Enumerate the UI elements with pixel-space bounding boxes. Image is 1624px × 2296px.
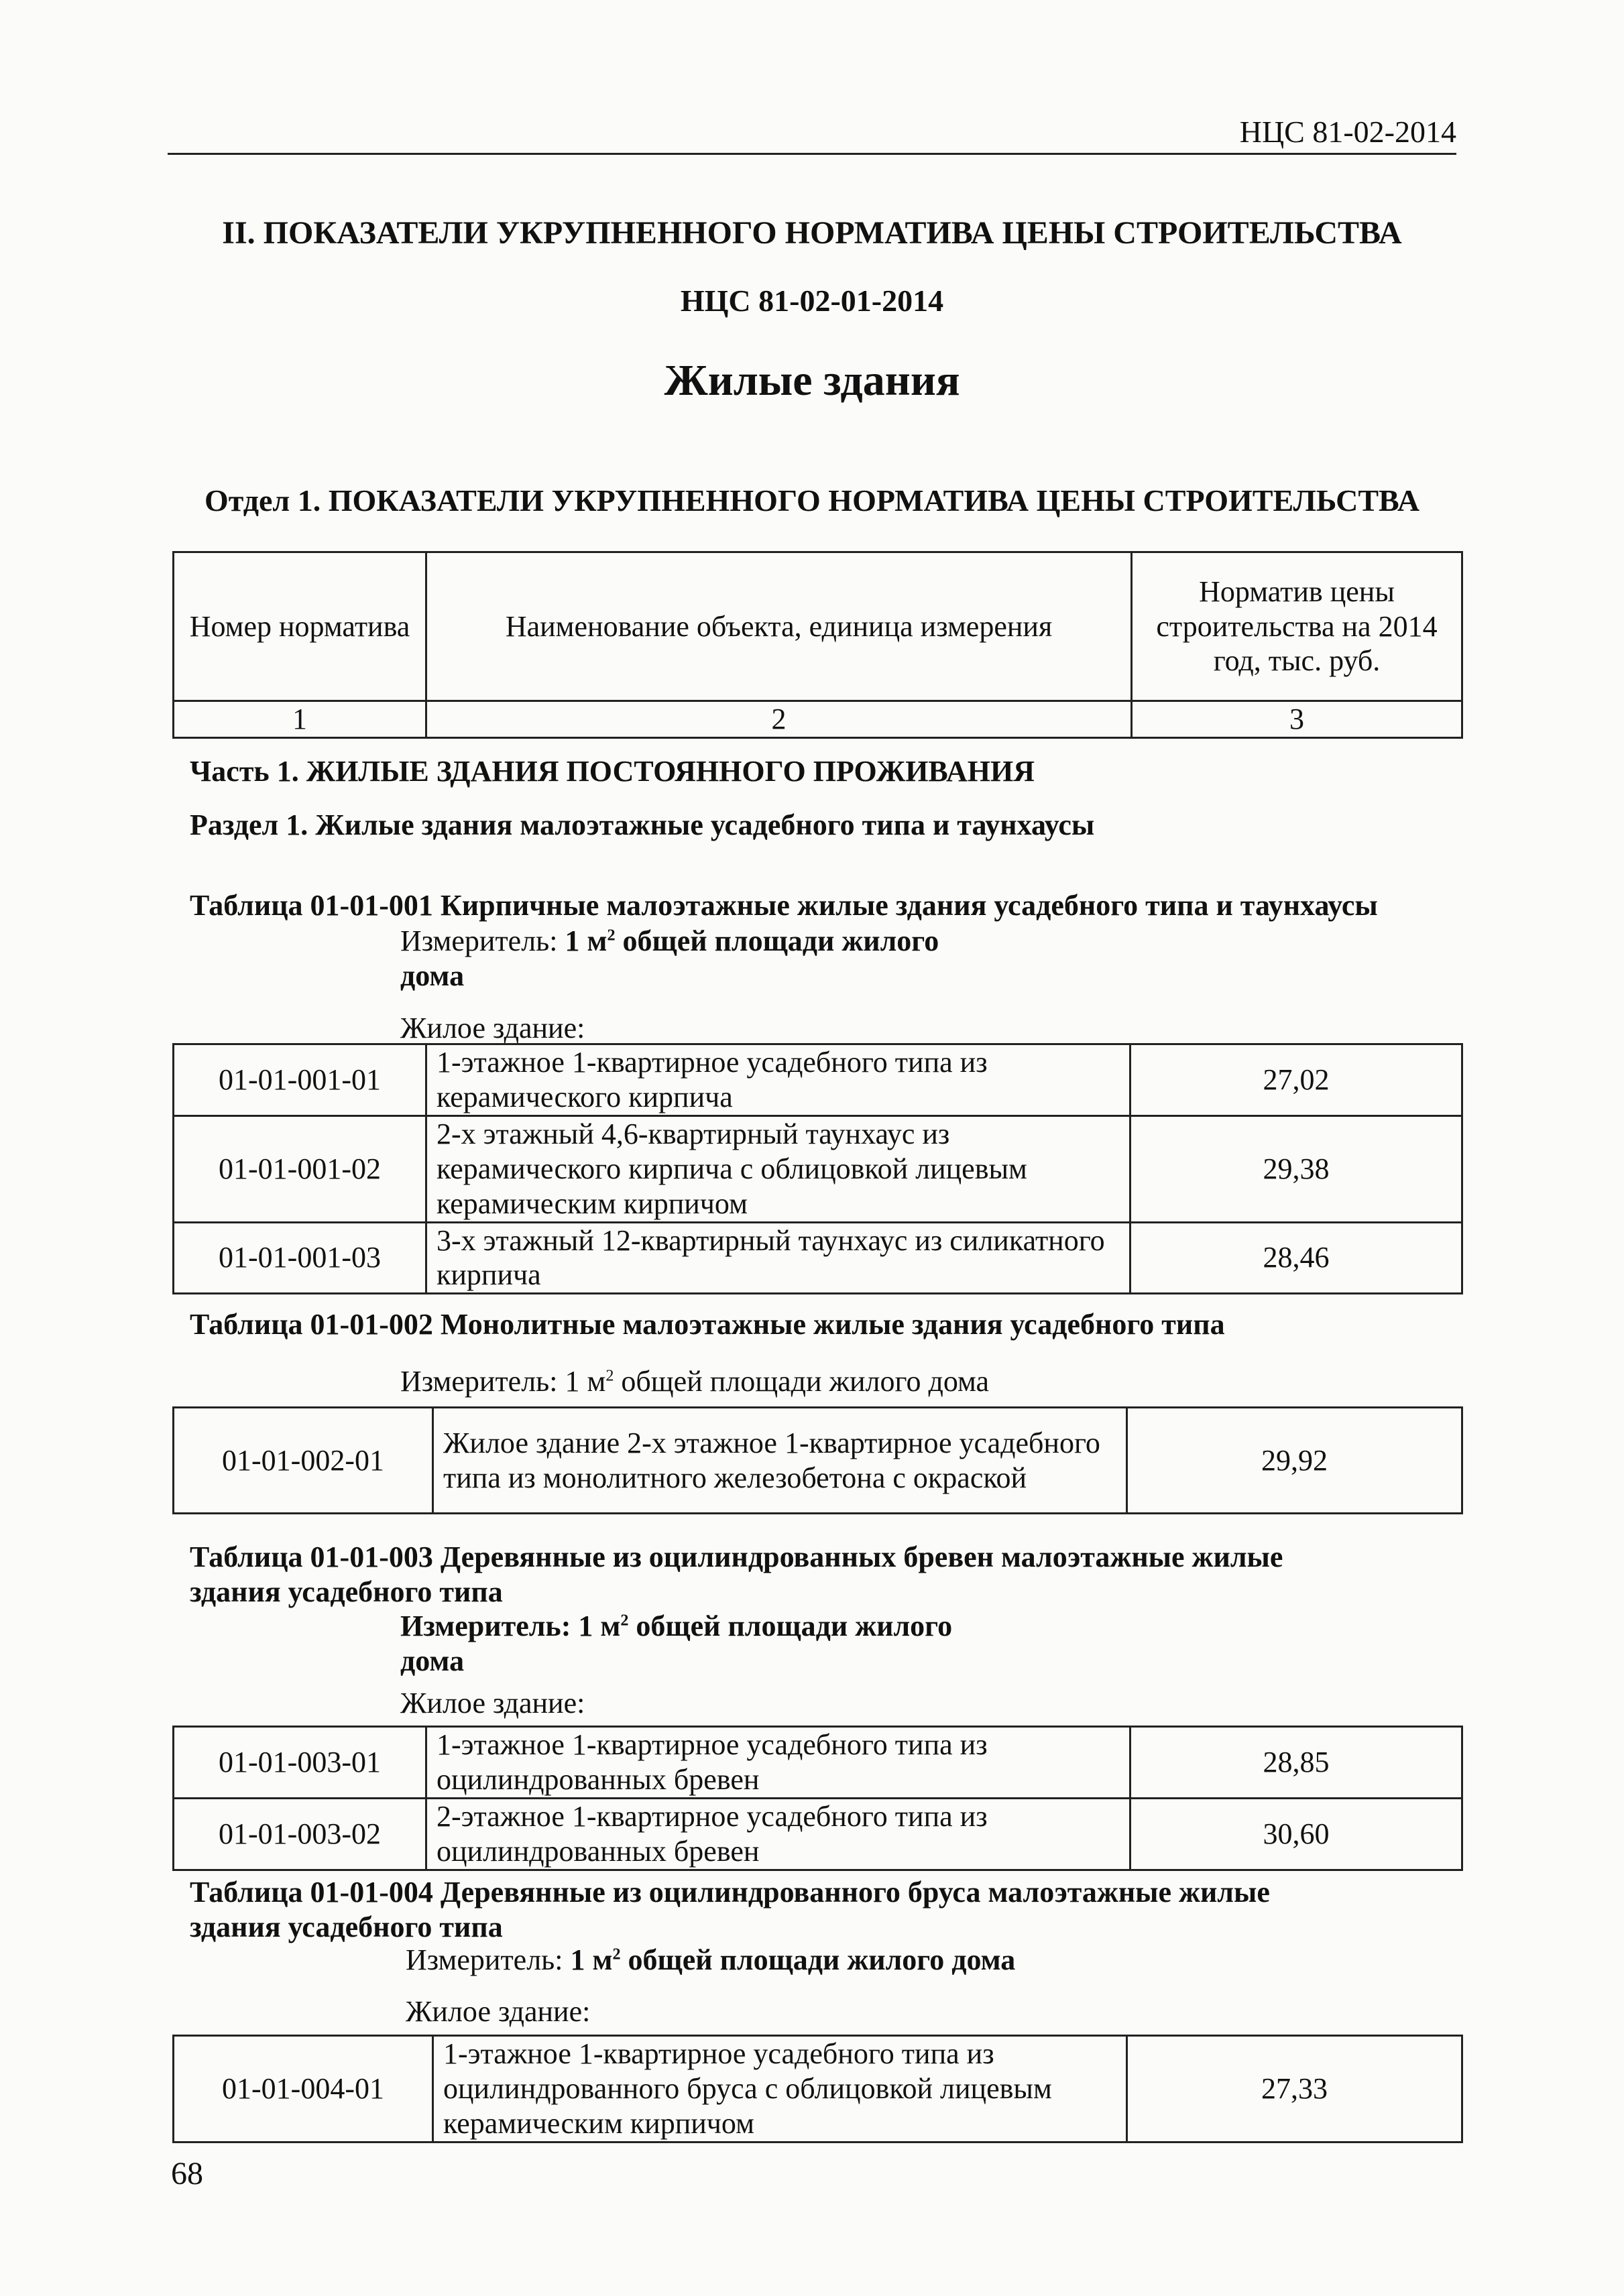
unit-line-cont: дома	[400, 1644, 465, 1677]
col-number-2: 2	[426, 701, 1132, 738]
row-price: 29,92	[1127, 1408, 1462, 1514]
table-row	[174, 1115, 1462, 1222]
unit-value: 1 м	[565, 924, 607, 957]
row-code: 01-01-003-02	[174, 1798, 426, 1870]
row-name: 1-этажное 1-квартирное усадебного типа из оцилиндрованного бруса с облицовкой лицевым керамическим кирпичом	[433, 2036, 1127, 2142]
col-header-name: Наименование объекта, единица измерения	[426, 552, 1132, 701]
unit-label: Измеритель:	[400, 924, 558, 957]
main-title: II. ПОКАЗАТЕЛИ УКРУПНЕННОГО НОРМАТИВА ЦЕНЫ СТРОИТЕЛЬСТВА	[222, 215, 1402, 251]
unit-line	[400, 924, 939, 958]
table-row	[174, 2036, 1462, 2142]
row-price: 28,46	[1130, 1222, 1462, 1294]
unit-sup: 2	[607, 926, 616, 945]
row-code: 01-01-004-01	[174, 2036, 433, 2142]
row-code: 01-01-001-01	[174, 1044, 426, 1116]
group-label: Жилое здание:	[400, 1687, 585, 1719]
document-code: НЦС 81-02-2014	[1239, 115, 1456, 149]
row-name: 3-х этажный 12-квартирный таунхаус из силикатного кирпича	[426, 1222, 1130, 1294]
table-title: Таблица 01-01-002 Монолитные малоэтажные жилые здания усадебного типа	[190, 1308, 1225, 1341]
table-row	[174, 1408, 1462, 1514]
col-header-number: Номер норматива	[174, 552, 426, 701]
collection-name: Жилые здания	[664, 356, 960, 405]
table-title: Таблица 01-01-001 Кирпичные малоэтажные жилые здания усадебного типа и таунхаусы	[190, 889, 1378, 922]
unit-sup: 2	[620, 1611, 629, 1630]
col-number-3: 3	[1132, 701, 1462, 738]
unit-label: Измеритель:	[406, 1943, 563, 1976]
unit-sup: 2	[612, 1945, 621, 1963]
norm-code-title: НЦС 81-02-01-2014	[680, 284, 944, 318]
department-title: Отдел 1. ПОКАЗАТЕЛИ УКРУПНЕННОГО НОРМАТИВА ЦЕНЫ СТРОИТЕЛЬСТВА	[204, 483, 1420, 518]
row-code: 01-01-002-01	[174, 1408, 433, 1514]
row-name: 1-этажное 1-квартирное усадебного типа из керамического кирпича	[426, 1044, 1130, 1116]
row-name: 2-х этажный 4,6-квартирный таунхаус из керамического кирпича с облицовкой лицевым керамическим кирпичом	[426, 1115, 1130, 1222]
row-code: 01-01-001-02	[174, 1115, 426, 1222]
unit-rest: общей площади жилого дома	[614, 1365, 990, 1398]
unit-line	[400, 1364, 989, 1398]
column-header-table	[172, 551, 1463, 739]
unit-line	[406, 1943, 1015, 1977]
row-price: 27,02	[1130, 1044, 1462, 1116]
unit-rest: общей площади жилого	[615, 924, 939, 957]
table-title: Таблица 01-01-003 Деревянные из оцилиндрованных бревен малоэтажные жилые здания усадебного типа	[190, 1540, 1283, 1608]
col-header-price: Норматив цены строительства на 2014 год, тыс. руб.	[1132, 552, 1462, 701]
row-code: 01-01-003-01	[174, 1727, 426, 1799]
group-label: Жилое здание:	[406, 1995, 591, 2028]
row-price: 27,33	[1127, 2036, 1462, 2142]
row-name: Жилое здание 2-х этажное 1-квартирное усадебного типа из монолитного железобетона с окраской	[433, 1408, 1127, 1514]
data-table-003	[172, 1726, 1463, 1871]
unit-rest: общей площади жилого дома	[620, 1943, 1016, 1976]
row-price: 29,38	[1130, 1115, 1462, 1222]
unit-label: Измеритель: 1 м	[400, 1610, 621, 1642]
section-heading: Раздел 1. Жилые здания малоэтажные усадебного типа и таунхаусы	[190, 808, 1095, 841]
group-label: Жилое здание:	[400, 1012, 585, 1044]
unit-sup: 2	[605, 1366, 614, 1385]
header-rule	[168, 153, 1456, 155]
unit-rest: общей площади жилого	[628, 1610, 953, 1642]
row-name: 1-этажное 1-квартирное усадебного типа из оцилиндрованных бревен	[426, 1727, 1130, 1799]
col-number-1: 1	[174, 701, 426, 738]
page-number: 68	[171, 2156, 203, 2191]
data-table-001	[172, 1043, 1463, 1294]
part-heading: Часть 1. ЖИЛЫЕ ЗДАНИЯ ПОСТОЯННОГО ПРОЖИВАНИЯ	[190, 755, 1035, 788]
row-code: 01-01-001-03	[174, 1222, 426, 1294]
data-table-002	[172, 1406, 1463, 1514]
unit-value: 1 м	[570, 1943, 613, 1976]
table-row	[174, 1727, 1462, 1799]
table-row	[174, 1798, 1462, 1870]
table-row	[174, 1222, 1462, 1294]
row-price: 30,60	[1130, 1798, 1462, 1870]
unit-label: Измеритель: 1 м	[400, 1365, 606, 1398]
unit-line-cont: дома	[400, 959, 465, 992]
row-name: 2-этажное 1-квартирное усадебного типа из оцилиндрованных бревен	[426, 1798, 1130, 1870]
table-row	[174, 1044, 1462, 1116]
data-table-004	[172, 2035, 1463, 2143]
table-title: Таблица 01-01-004 Деревянные из оцилиндрованного бруса малоэтажные жилые здания усадебного типа	[190, 1876, 1270, 1943]
row-price: 28,85	[1130, 1727, 1462, 1799]
unit-line	[400, 1609, 952, 1643]
